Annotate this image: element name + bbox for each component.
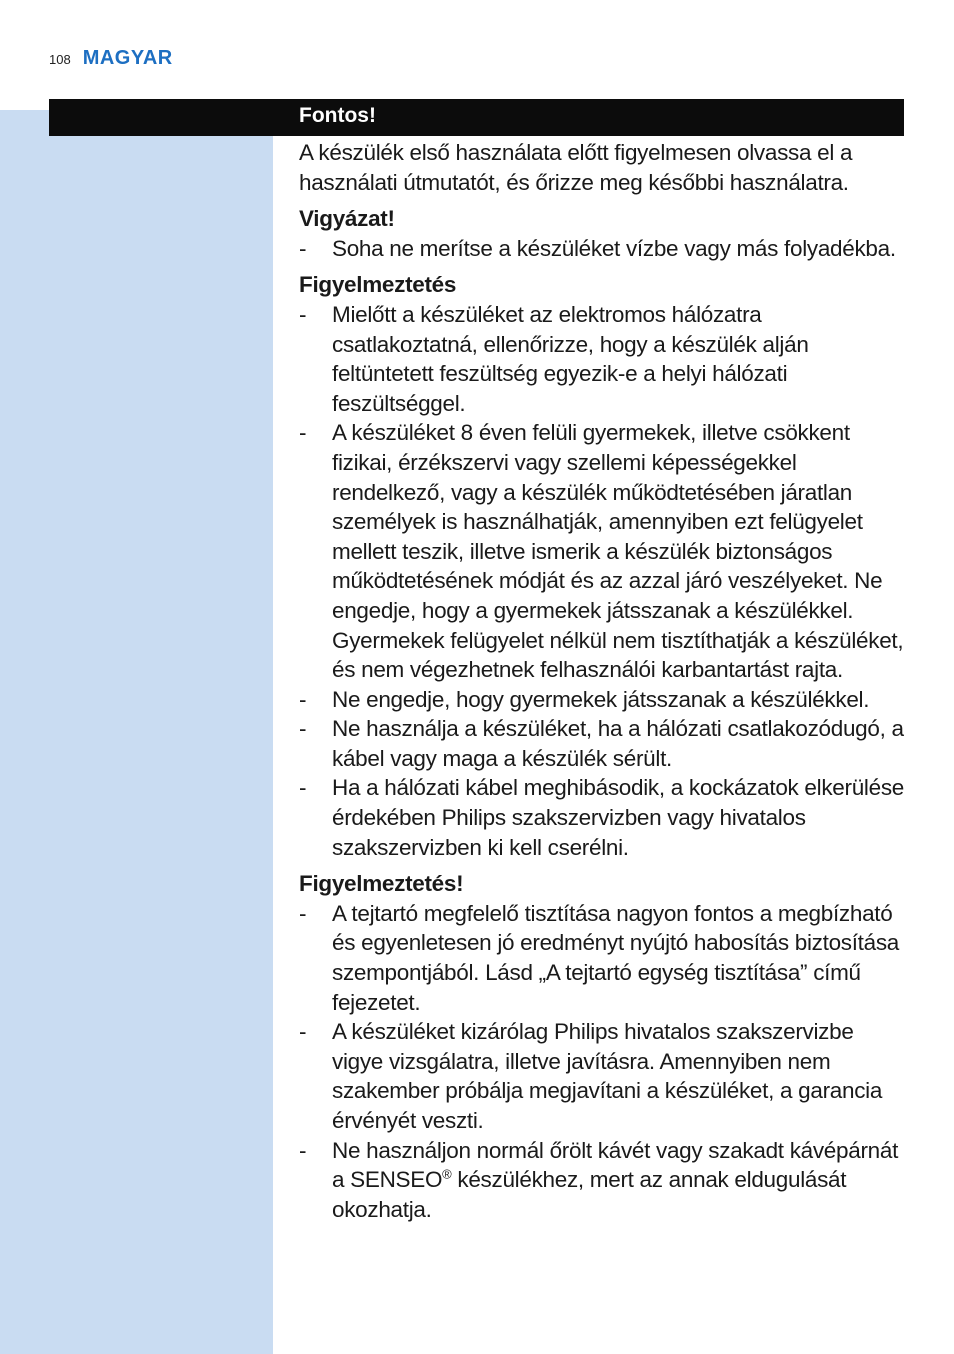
page-number: 108: [49, 52, 71, 67]
dash-marker: -: [299, 716, 307, 742]
list-item-text: Mielőtt a készüléket az elektromos hálózatra csatlakoztatná, ellenőrizze, hogy a készülék alján feltüntetett feszültség egyezik-e a helyi hálózati feszültséggel.: [332, 301, 809, 416]
intro-paragraph: A készülék első használata előtt figyelmesen olvassa el a használati útmutatót, és őrizze meg későbbi használatra.: [299, 140, 853, 195]
list-item: [299, 773, 907, 862]
dash-marker: -: [299, 900, 307, 926]
warning-list: [299, 300, 907, 862]
caution-list: [299, 234, 907, 264]
list-item-text: Ne engedje, hogy gyermekek játsszanak a készülékkel.: [332, 686, 870, 712]
list-item-text-b: készülékhez, mert az annak eldugulását okozhatja.: [332, 1167, 847, 1222]
language-section-title: MAGYAR: [82, 47, 173, 69]
list-item-text: Ha a hálózati kábel meghibásodik, a kockázatok elkerülése érdekében Philips szakszervizben vagy hivatalos szakszervizben ki kell cserélni.: [332, 775, 904, 860]
section-heading-warning-2: Figyelmeztetés!: [299, 871, 464, 897]
page-header: [49, 47, 173, 75]
list-item-text: A készüléket 8 éven felüli gyermekek, illetve csökkent fizikai, érzékszervi vagy szellemi képességekkel rendelkező, vagy a készülék működtetésében járatlan személyek is használhatják, amennyiben ezt felügyelet mellett teszik, illetve ismerik a készülék biztonságos működtetésének módját és az azzal járó veszélyeket. Ne engedje, hogy a gyermekek játsszanak a készülékkel. Gyermekek felügyelet nélkül nem tisztíthatják a készüléket, és nem végezhetnek felhasználói karbantartást rajta.: [332, 420, 904, 683]
list-item-text: A készüléket kizárólag Philips hivatalos szakszervizbe vigye vizsgálatra, illetve javításra. Amennyiben nem szakember próbálja megjavítani a készüléket, a garancia érvényét veszti.: [332, 1019, 883, 1133]
list-item-text: A tejtartó megfelelő tisztítása nagyon fontos a megbízható és egyenletesen jó eredményt nyújtó habosítás biztosítása szempontjából. Lásd „A tejtartó egység tisztítása” című fejezetet.: [332, 900, 900, 1015]
registered-mark: ®: [442, 1166, 452, 1182]
list-item-text: Soha ne merítse a készüléket vízbe vagy más folyadékba.: [332, 235, 896, 261]
list-item: [299, 418, 907, 684]
warning-list-2: [299, 899, 907, 1225]
list-item: [299, 714, 907, 773]
dash-marker: -: [299, 1137, 307, 1163]
list-item: [299, 1017, 907, 1135]
content-column: [299, 138, 907, 1231]
dash-marker: -: [299, 686, 307, 712]
important-banner: [49, 99, 904, 136]
section-heading-caution: Vigyázat!: [299, 206, 395, 232]
list-item: [299, 1136, 907, 1225]
dash-marker: -: [299, 775, 307, 801]
dash-marker: -: [299, 301, 307, 327]
dash-marker: -: [299, 1019, 307, 1045]
list-item-text: Ne használja a készüléket, ha a hálózati csatlakozódugó, a kábel vagy maga a készülék sérült.: [332, 716, 904, 771]
list-item: [299, 300, 907, 418]
list-item: [299, 685, 907, 715]
banner-title: Fontos!: [299, 104, 376, 127]
list-item-text-a: Ne használjon normál őrölt kávét vagy szakadt kávépárnát a SENSEO: [332, 1137, 899, 1193]
left-margin-panel: [0, 110, 273, 1354]
dash-marker: -: [299, 420, 307, 446]
list-item: [299, 234, 907, 264]
dash-marker: -: [299, 235, 307, 261]
section-heading-warning: Figyelmeztetés: [299, 272, 457, 298]
list-item: [299, 899, 907, 1017]
